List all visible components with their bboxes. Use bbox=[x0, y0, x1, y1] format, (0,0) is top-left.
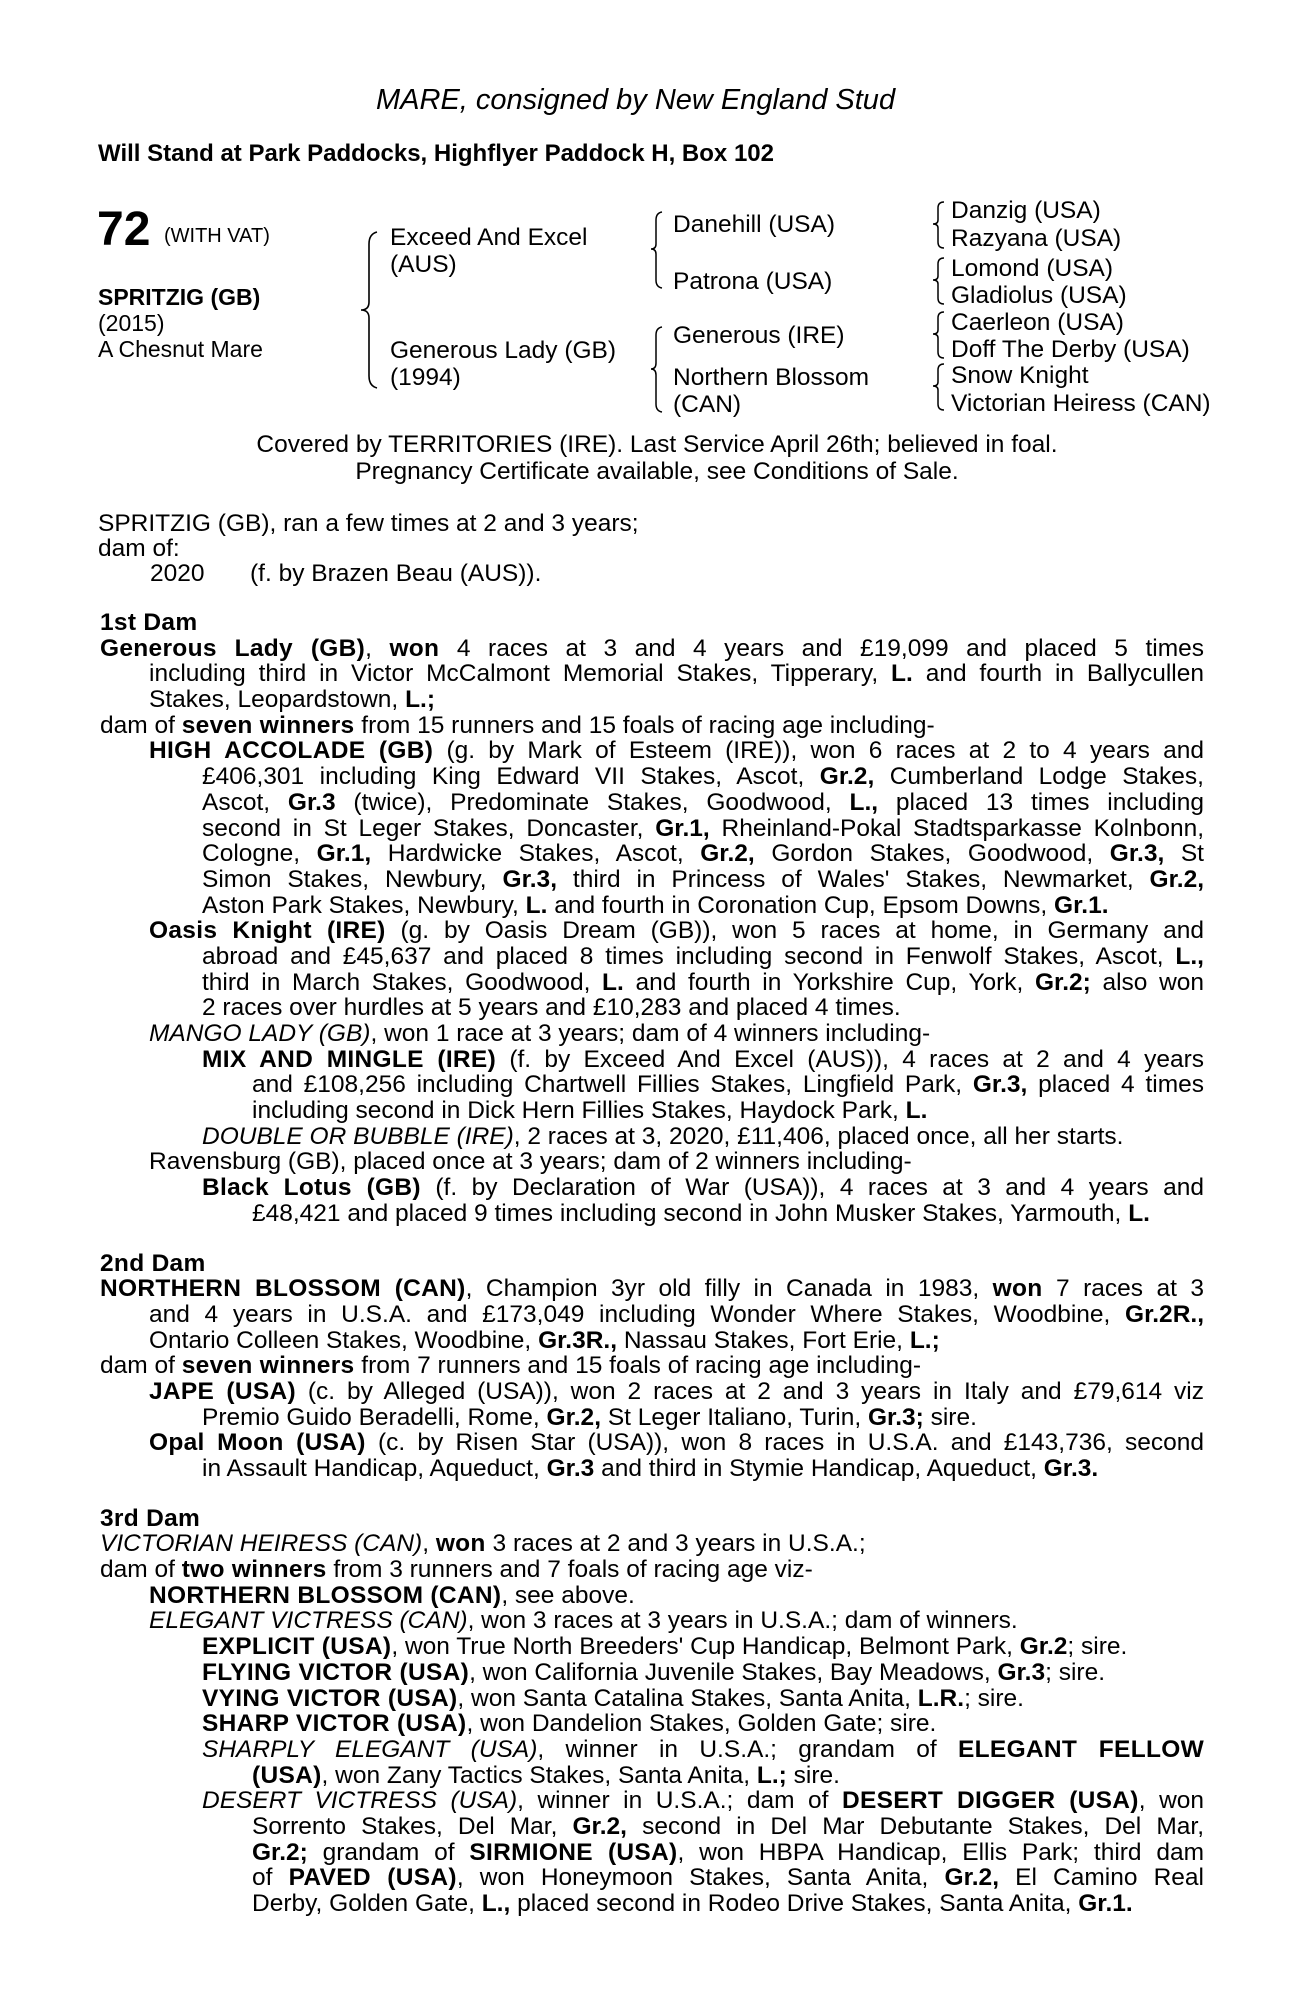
first-dam-line-2 bbox=[100, 661, 1204, 687]
flying-victor-name: FLYING VICTOR (USA) bbox=[202, 1658, 470, 1686]
mix-and-mingle-line-3 bbox=[100, 1098, 1204, 1124]
grade: L. bbox=[1128, 1199, 1150, 1227]
high-accolade-line-6 bbox=[100, 867, 1204, 893]
text: Cologne, bbox=[202, 841, 301, 867]
grade: L. bbox=[602, 969, 624, 996]
third-dam-heading: 3rd Dam bbox=[100, 1504, 201, 1532]
text: also won bbox=[1102, 969, 1204, 996]
text: Ontario Colleen Stakes, Woodbine, bbox=[149, 1326, 532, 1354]
grade: Gr.1. bbox=[1078, 1890, 1133, 1917]
text: placed 4 times bbox=[1038, 1072, 1204, 1099]
dam-year: (1994) bbox=[390, 364, 461, 391]
sharp-victor-name: SHARP VICTOR (USA) bbox=[202, 1710, 467, 1738]
jape-line-1 bbox=[100, 1379, 1204, 1405]
pedigree-brace-g4 bbox=[930, 362, 948, 412]
text: grandam of bbox=[322, 1839, 455, 1866]
won-label: won bbox=[992, 1276, 1043, 1302]
text: dam of bbox=[100, 1352, 175, 1380]
jape-name: JAPE (USA) bbox=[149, 1378, 296, 1405]
text: , Champion 3yr old filly in Canada in 1983, bbox=[465, 1276, 980, 1302]
text: £406,301 including King Edward VII Stakes, Ascot, bbox=[202, 764, 805, 790]
grade: L., bbox=[481, 1890, 511, 1917]
sire-sire-name: Danehill (USA) bbox=[673, 211, 836, 238]
ravensburg-line: Ravensburg (GB), placed once at 3 years; dam of 2 winners including- bbox=[149, 1148, 912, 1176]
text: Simon Stakes, Newbury, bbox=[202, 866, 487, 893]
text: , winner in U.S.A.; dam of bbox=[517, 1788, 829, 1814]
grade: Gr.2, bbox=[700, 841, 755, 867]
mix-and-mingle-line-2 bbox=[100, 1072, 1204, 1098]
dam-records bbox=[100, 610, 1204, 1917]
text: abroad and £45,637 and placed 8 times including second in Fenwolf Stakes, Ascot, bbox=[202, 943, 1164, 970]
text: , winner in U.S.A.; grandam of bbox=[537, 1736, 937, 1763]
grade: Gr.1, bbox=[655, 815, 710, 842]
desert-victress-line-1 bbox=[100, 1788, 1204, 1814]
ancestor-2: Razyana (USA) bbox=[951, 225, 1122, 252]
jape-line-2 bbox=[100, 1405, 1204, 1431]
grade: L. bbox=[905, 1097, 928, 1125]
text: Cumberland Lodge Stakes, bbox=[889, 764, 1204, 790]
pedigree-brace-g1 bbox=[930, 200, 948, 250]
winners-count: seven winners bbox=[181, 711, 355, 739]
ancestor-4: Gladiolus (USA) bbox=[951, 282, 1127, 309]
text: £48,421 and placed 9 times including second in John Musker Stakes, Yarmouth, bbox=[252, 1199, 1122, 1227]
grade: Gr.2, bbox=[1149, 866, 1204, 893]
mango-lady-line bbox=[100, 1021, 1204, 1047]
explicit-line bbox=[100, 1634, 1204, 1660]
desert-victress-line-4 bbox=[100, 1865, 1204, 1891]
text: from 3 runners and 7 foals of racing age viz- bbox=[333, 1556, 813, 1584]
grade: Gr.3, bbox=[502, 866, 557, 893]
grade: Gr.3, bbox=[972, 1072, 1028, 1099]
text: sire. bbox=[930, 1403, 977, 1431]
produce-foal: (f. by Brazen Beau (AUS)). bbox=[250, 560, 542, 587]
flying-victor-line bbox=[100, 1660, 1204, 1686]
text: (c. by Alleged (USA)), won 2 races at 2 and 3 years in Italy and £79,614 viz bbox=[307, 1378, 1204, 1405]
first-dam-line-4 bbox=[100, 713, 1204, 739]
ancestor-8: Victorian Heiress (CAN) bbox=[951, 390, 1211, 417]
text: second in St Leger Stakes, Doncaster, bbox=[202, 815, 644, 842]
first-dam-heading: 1st Dam bbox=[100, 609, 198, 636]
grade: L. bbox=[891, 661, 913, 688]
sire-name: Exceed And Excel bbox=[390, 224, 588, 251]
oasis-knight-line-1 bbox=[100, 918, 1204, 944]
pedigree-brace-g3 bbox=[930, 310, 948, 360]
elegant-fellow-origin: (USA) bbox=[252, 1761, 322, 1789]
text: Sorrento Stakes, Del Mar, bbox=[252, 1813, 558, 1840]
first-dam-name: Generous Lady (GB) bbox=[100, 635, 366, 662]
first-dam-line-3 bbox=[100, 687, 1204, 713]
grade: Gr.2, bbox=[572, 1813, 627, 1840]
text: Premio Guido Beradelli, Rome, bbox=[202, 1403, 540, 1431]
text: and £108,256 including Chartwell Fillies Stakes, Lingfield Park, bbox=[252, 1072, 963, 1099]
third-dam-line-2 bbox=[100, 1557, 1204, 1583]
vat-label: (WITH VAT) bbox=[164, 225, 270, 247]
text: third in Princess of Wales' Stakes, Newmarket, bbox=[572, 866, 1134, 893]
dam-name: Generous Lady (GB) bbox=[390, 337, 617, 364]
text: , won Dandelion Stakes, Golden Gate; sire. bbox=[466, 1710, 937, 1738]
grade: L.; bbox=[405, 686, 435, 714]
text: , see above. bbox=[501, 1581, 635, 1609]
dam-sire-name: Generous (IRE) bbox=[673, 322, 845, 349]
text: including third in Victor McCalmont Memorial Stakes, Tipperary, bbox=[149, 661, 879, 688]
text: ; sire. bbox=[964, 1684, 1024, 1712]
text: St Leger Italiano, Turin, bbox=[607, 1403, 862, 1431]
desert-victress-line-3 bbox=[100, 1840, 1204, 1866]
horse-year: (2015) bbox=[98, 310, 165, 336]
grade: Gr.3. bbox=[1043, 1455, 1099, 1482]
elegant-victress-name: ELEGANT VICTRESS (CAN) bbox=[149, 1607, 468, 1635]
grade: Gr.2 bbox=[1019, 1633, 1068, 1661]
pedigree-brace-sire bbox=[647, 210, 667, 290]
text: (g. by Oasis Dream (GB)), won 5 races at home, in Germany and bbox=[400, 918, 1204, 944]
vying-victor-name: VYING VICTOR (USA) bbox=[202, 1684, 458, 1712]
desert-digger-name: DESERT DIGGER (USA) bbox=[841, 1788, 1139, 1814]
text: second in Del Mar Debutante Stakes, Del Mar, bbox=[642, 1813, 1204, 1840]
ancestor-3: Lomond (USA) bbox=[951, 255, 1114, 282]
third-dam-line-1: VICTORIAN HEIRESS (CAN), won 3 races at 2 and 3 years in U.S.A.; bbox=[100, 1530, 866, 1558]
text: 4 races at 3 and 4 years and £19,099 and placed 5 times bbox=[456, 635, 1204, 662]
grade: Gr.1. bbox=[1054, 891, 1109, 919]
winners-count: seven winners bbox=[181, 1352, 355, 1380]
text: Stakes, Leopardstown, bbox=[149, 686, 399, 714]
text: and fourth in Ballycullen bbox=[925, 661, 1204, 688]
double-or-bubble-name: DOUBLE OR BUBBLE (IRE) bbox=[202, 1122, 514, 1150]
grade: L.; bbox=[756, 1761, 787, 1789]
second-dam-line-2 bbox=[100, 1302, 1204, 1328]
text: in Assault Handicap, Aqueduct, bbox=[202, 1455, 540, 1482]
black-lotus-line-1 bbox=[100, 1175, 1204, 1201]
won-label: won bbox=[389, 635, 440, 662]
horse-name: SPRITZIG (GB) bbox=[98, 284, 261, 310]
high-accolade-line-2 bbox=[100, 764, 1204, 790]
mix-and-mingle-line-1 bbox=[100, 1047, 1204, 1073]
grade: Gr.3 bbox=[546, 1455, 595, 1482]
high-accolade-line-3 bbox=[100, 790, 1204, 816]
desert-victress-line-2 bbox=[100, 1814, 1204, 1840]
text: , won 1 race at 3 years; dam of 4 winners including- bbox=[370, 1020, 931, 1047]
grade: Gr.3 bbox=[997, 1658, 1046, 1686]
text: and third in Stymie Handicap, Aqueduct, bbox=[601, 1455, 1037, 1482]
text: , won California Juvenile Stakes, Bay Meadows, bbox=[469, 1658, 991, 1686]
opal-moon-line-2 bbox=[100, 1456, 1204, 1482]
sharply-elegant-name: SHARPLY ELEGANT (USA) bbox=[202, 1736, 538, 1763]
text: , won HBPA Handicap, Ellis Park; third dam bbox=[677, 1839, 1204, 1866]
text: third in March Stakes, Goodwood, bbox=[202, 969, 591, 996]
dam-dam-name: Northern Blossom bbox=[673, 364, 870, 391]
text: and fourth in Coronation Cup, Epsom Downs, bbox=[554, 891, 1048, 919]
covered-line-2: Pregnancy Certificate available, see Conditions of Sale. bbox=[355, 458, 959, 485]
lot-number: 72 bbox=[97, 203, 151, 256]
grade: Gr.3, bbox=[1109, 841, 1165, 867]
text: Nassau Stakes, Fort Erie, bbox=[623, 1326, 903, 1354]
third-dam-name: VICTORIAN HEIRESS (CAN) bbox=[100, 1530, 423, 1558]
text: , 2 races at 3, 2020, £11,406, placed once, all her starts. bbox=[513, 1122, 1124, 1150]
text: Gordon Stakes, Goodwood, bbox=[771, 841, 1094, 867]
produce-line-1: SPRITZIG (GB), ran a few times at 2 and 3 years; bbox=[98, 510, 639, 537]
grade: Gr.2; bbox=[252, 1839, 308, 1866]
second-dam-line-4 bbox=[100, 1353, 1204, 1379]
desert-victress-line-5 bbox=[100, 1891, 1204, 1917]
text: of bbox=[252, 1865, 273, 1891]
pedigree-brace-dam bbox=[647, 325, 667, 415]
oasis-knight-line-4: 2 races over hurdles at 5 years and £10,283 and placed 4 times. bbox=[202, 994, 901, 1022]
grade: Gr.1, bbox=[316, 841, 372, 867]
second-dam-name: NORTHERN BLOSSOM (CAN) bbox=[100, 1276, 466, 1302]
ancestor-5: Caerleon (USA) bbox=[951, 309, 1124, 336]
text: 3 races at 2 and 3 years in U.S.A.; bbox=[492, 1530, 866, 1558]
text: placed 13 times including bbox=[895, 789, 1204, 816]
double-or-bubble-line bbox=[100, 1124, 1204, 1150]
text: and fourth in Yorkshire Cup, York, bbox=[635, 969, 1024, 996]
northern-blossom-line bbox=[100, 1583, 1204, 1609]
sirmione-name: SIRMIONE (USA) bbox=[469, 1839, 678, 1866]
second-dam-line-3 bbox=[100, 1328, 1204, 1354]
ancestor-6: Doff The Derby (USA) bbox=[951, 336, 1190, 363]
oasis-knight-line-2 bbox=[100, 944, 1204, 970]
dam-dam-origin: (CAN) bbox=[673, 391, 742, 418]
grade: Gr.3 bbox=[287, 789, 336, 816]
oasis-knight-name: Oasis Knight (IRE) bbox=[149, 918, 386, 944]
sharp-victor-line bbox=[100, 1711, 1204, 1737]
opal-moon-line-1 bbox=[100, 1430, 1204, 1456]
text: Hardwicke Stakes, Ascot, bbox=[387, 841, 684, 867]
text: , won 3 races at 3 years in U.S.A.; dam of winners. bbox=[467, 1607, 1018, 1635]
grade: L., bbox=[849, 789, 879, 816]
sire-origin: (AUS) bbox=[390, 251, 457, 278]
grade: Gr.3R., bbox=[538, 1326, 618, 1354]
covered-line-1: Covered by TERRITORIES (IRE). Last Service April 26th; believed in foal. bbox=[256, 431, 1058, 458]
text: Rheinland-Pokal Stadtsparkasse Kolnbonn, bbox=[721, 815, 1204, 842]
text: , won True North Breeders' Cup Handicap, Belmont Park, bbox=[391, 1633, 1013, 1661]
ancestor-1: Danzig (USA) bbox=[951, 197, 1101, 224]
text: Ascot, bbox=[202, 789, 271, 816]
text: , won Honeymoon Stakes, Santa Anita, bbox=[456, 1865, 929, 1891]
northern-blossom-name: NORTHERN BLOSSOM (CAN) bbox=[149, 1581, 502, 1609]
text: ; sire. bbox=[1045, 1658, 1106, 1686]
grade: L., bbox=[1175, 943, 1204, 970]
text: dam of bbox=[100, 711, 175, 739]
grade: Gr.2, bbox=[944, 1865, 999, 1891]
black-lotus-line-2 bbox=[100, 1201, 1204, 1227]
second-dam-line-1 bbox=[100, 1276, 1204, 1302]
text: El Camino Real bbox=[1015, 1865, 1204, 1891]
grade: Gr.2, bbox=[819, 764, 875, 790]
text: St bbox=[1180, 841, 1204, 867]
sharply-elegant-line-1 bbox=[100, 1737, 1204, 1763]
mix-and-mingle-name: MIX AND MINGLE (IRE) bbox=[202, 1046, 497, 1073]
vying-victor-line bbox=[100, 1686, 1204, 1712]
text: (f. by Exceed And Excel (AUS)), 4 races at 2 and 4 years bbox=[509, 1046, 1204, 1073]
text: , won Santa Catalina Stakes, Santa Anita, bbox=[457, 1684, 911, 1712]
black-lotus-name: Black Lotus (GB) bbox=[202, 1175, 421, 1201]
text: , won bbox=[1138, 1788, 1204, 1814]
location-line: Will Stand at Park Paddocks, Highflyer Paddock H, Box 102 bbox=[98, 140, 774, 167]
text: ; sire. bbox=[1067, 1633, 1128, 1661]
elegant-fellow-name: ELEGANT FELLOW bbox=[958, 1736, 1204, 1763]
paved-name: PAVED (USA) bbox=[288, 1865, 457, 1891]
elegant-victress-line bbox=[100, 1608, 1204, 1634]
text: 7 races at 3 bbox=[1056, 1276, 1204, 1302]
text: from 15 runners and 15 foals of racing age including- bbox=[361, 711, 935, 739]
high-accolade-line-7 bbox=[100, 893, 1204, 919]
desert-victress-name: DESERT VICTRESS (USA) bbox=[202, 1788, 518, 1814]
text: placed second in Rodeo Drive Stakes, Santa Anita, bbox=[517, 1890, 1072, 1917]
horse-description: A Chesnut Mare bbox=[98, 336, 263, 362]
text: including second in Dick Hern Fillies Stakes, Haydock Park, bbox=[252, 1097, 899, 1125]
grade: Gr.3; bbox=[867, 1403, 924, 1431]
opal-moon-name: Opal Moon (USA) bbox=[149, 1430, 366, 1456]
grade: L.R. bbox=[917, 1684, 965, 1712]
grade: Gr.2R., bbox=[1125, 1301, 1204, 1328]
grade: Gr.2; bbox=[1034, 969, 1091, 996]
page-title: MARE, consigned by New England Stud bbox=[376, 84, 896, 116]
text: Derby, Golden Gate, bbox=[252, 1890, 475, 1917]
text: (c. by Risen Star (USA)), won 8 races in U.S.A. and £143,736, second bbox=[377, 1430, 1204, 1456]
high-accolade-line-4 bbox=[100, 816, 1204, 842]
first-dam-line-1: Generous Lady (GB), won 4 races at 3 and 4 years and £19,099 and placed 5 times bbox=[100, 635, 1204, 662]
grade: L.; bbox=[909, 1326, 940, 1354]
winners-count: two winners bbox=[181, 1556, 327, 1584]
high-accolade-name: HIGH ACCOLADE (GB) bbox=[149, 738, 434, 765]
second-dam-heading: 2nd Dam bbox=[100, 1249, 206, 1277]
sharply-elegant-line-2: (USA), won Zany Tactics Stakes, Santa Anita, L.; sire. bbox=[252, 1761, 840, 1789]
text: (f. by Declaration of War (USA)), 4 races at 3 and 4 years and bbox=[435, 1175, 1204, 1201]
pedigree-brace-g2 bbox=[930, 256, 948, 306]
text: dam of bbox=[100, 1556, 175, 1584]
pedigree-brace-main bbox=[355, 230, 385, 390]
oasis-knight-line-3 bbox=[100, 970, 1204, 996]
text: Aston Park Stakes, Newbury, bbox=[202, 891, 519, 919]
text: (g. by Mark of Esteem (IRE)), won 6 races at 2 to 4 years and bbox=[446, 738, 1204, 765]
won-label: won bbox=[435, 1530, 486, 1558]
high-accolade-line-1 bbox=[100, 738, 1204, 764]
grade: Gr.2, bbox=[546, 1403, 601, 1431]
produce-year: 2020 bbox=[150, 560, 205, 587]
text: from 7 runners and 15 foals of racing age including- bbox=[361, 1352, 922, 1380]
ancestor-7: Snow Knight bbox=[951, 362, 1089, 389]
grade: L. bbox=[525, 891, 548, 919]
explicit-name: EXPLICIT (USA) bbox=[202, 1633, 392, 1661]
text: (twice), Predominate Stakes, Goodwood, bbox=[353, 789, 832, 816]
text: , won Zany Tactics Stakes, Santa Anita, bbox=[321, 1761, 751, 1789]
produce-line-2: dam of: bbox=[98, 535, 180, 562]
high-accolade-line-5 bbox=[100, 841, 1204, 867]
mango-lady-name: MANGO LADY (GB) bbox=[149, 1020, 371, 1047]
text: and 4 years in U.S.A. and £173,049 including Wonder Where Stakes, Woodbine, bbox=[149, 1301, 1111, 1328]
sire-dam-name: Patrona (USA) bbox=[673, 268, 833, 295]
